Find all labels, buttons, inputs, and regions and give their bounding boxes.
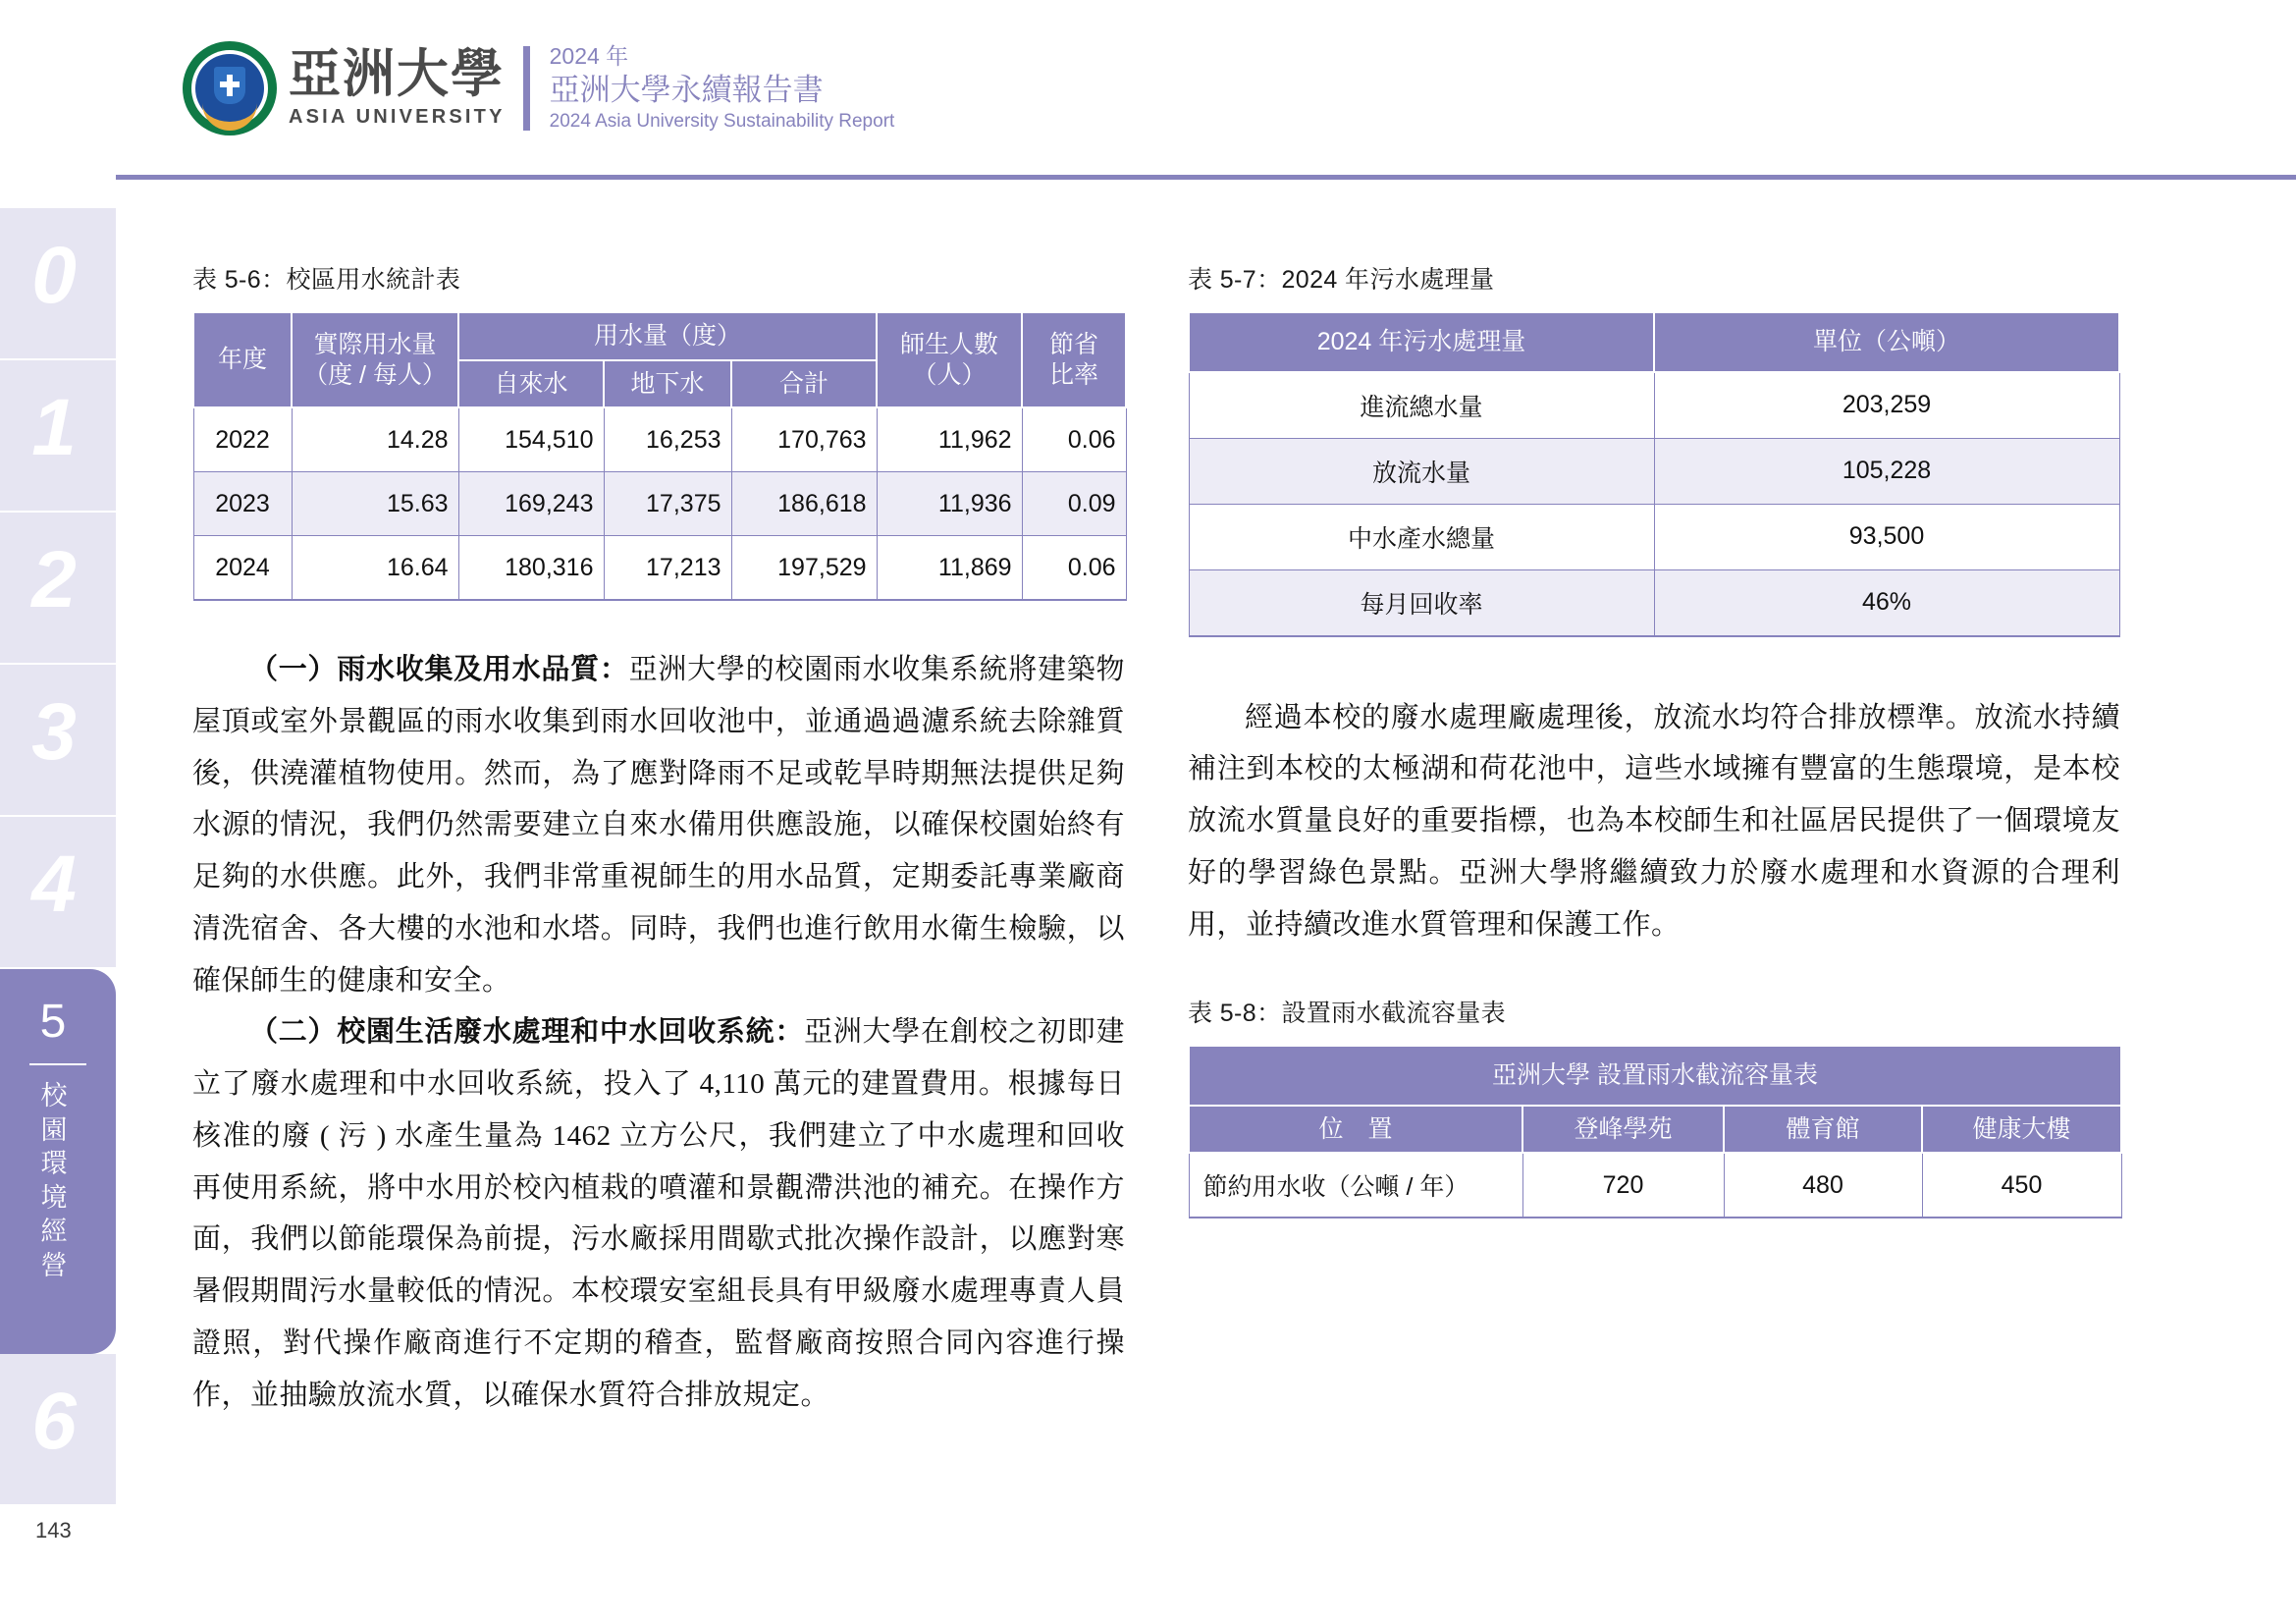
page-number: 143 <box>35 1518 72 1543</box>
table-row <box>1189 372 2119 439</box>
table-row <box>193 536 1126 601</box>
table-5-6-th-saving <box>1022 312 1126 407</box>
sidebar-chapter-0[interactable] <box>0 208 116 360</box>
table-5-8-body <box>1189 1153 2121 1218</box>
sidebar-chapter-5-number: 5 <box>39 996 67 1048</box>
table-5-8-th-2: 體育館 <box>1724 1106 1922 1154</box>
table-5-6-body <box>193 407 1126 600</box>
table-5-6-r0-tap: 154,510 <box>458 407 604 472</box>
sidebar-chapter-5-title-char-3: 境 <box>40 1182 68 1213</box>
table-5-6-header-row-1 <box>193 312 1126 360</box>
asia-university-seal-icon <box>183 41 277 135</box>
sidebar-chapter-2[interactable] <box>0 513 116 665</box>
table-5-6-th-actual-usage-line2: （度 / 每人） <box>303 360 447 389</box>
sidebar-chapter-5-title <box>0 1079 108 1282</box>
table-5-6-th-people <box>877 312 1022 407</box>
sidebar-chapter-5-divider <box>29 1063 86 1065</box>
table-5-6-r2-tap: 180,316 <box>458 536 604 601</box>
table-5-6-r2-saving: 0.06 <box>1022 536 1126 601</box>
table-5-6-r0-total: 170,763 <box>731 407 877 472</box>
sidebar-chapter-1-number: 1 <box>31 383 77 472</box>
header-rule <box>116 175 2296 180</box>
table-5-6-r1-saving: 0.09 <box>1022 472 1126 536</box>
table-5-8-th-3: 健康大樓 <box>1922 1106 2121 1154</box>
table-5-6-th-water-group: 用水量（度） <box>458 312 877 360</box>
table-5-7-body <box>1189 372 2119 636</box>
table-5-6-r0-actual: 14.28 <box>292 407 458 472</box>
table-5-6-r1-ground: 17,375 <box>604 472 731 536</box>
table-5-6-r0-people: 11,962 <box>877 407 1022 472</box>
sidebar-chapter-5-title-char-5: 營 <box>40 1250 68 1280</box>
sidebar-chapter-5-title-char-1: 園 <box>40 1114 68 1145</box>
header-divider <box>523 46 530 131</box>
table-5-8 <box>1188 1045 2122 1218</box>
table-5-6-r1-total: 186,618 <box>731 472 877 536</box>
logo-wordmark <box>289 45 506 129</box>
table-5-7-th-1: 單位（公噸） <box>1654 312 2119 372</box>
table-5-8-r0-v1: 480 <box>1724 1153 1922 1218</box>
left-paragraph-1 <box>192 644 1125 1006</box>
table-5-6-th-tap-water: 自來水 <box>458 360 604 408</box>
sidebar-chapter-1[interactable] <box>0 360 116 513</box>
sidebar-chapter-5-title-char-2: 環 <box>40 1149 68 1179</box>
table-5-6-th-total: 合計 <box>731 360 877 408</box>
table-5-7-r3-value: 46% <box>1654 569 2119 636</box>
table-5-6-th-people-line2: （人） <box>912 360 987 389</box>
chapter-sidebar <box>0 208 116 1465</box>
table-5-6-r0-year: 2022 <box>193 407 292 472</box>
left-column <box>192 260 1125 1421</box>
sidebar-chapter-6[interactable] <box>0 1354 116 1506</box>
sidebar-chapter-0-number: 0 <box>31 231 77 320</box>
left-paragraph-2 <box>192 1006 1125 1421</box>
sidebar-chapter-4[interactable] <box>0 817 116 969</box>
table-5-7-r1-value: 105,228 <box>1654 438 2119 504</box>
logo-wordmark-english: ASIA UNIVERSITY <box>289 105 506 128</box>
table-row <box>1189 504 2119 569</box>
table-5-6-r2-actual: 16.64 <box>292 536 458 601</box>
table-row <box>193 472 1126 536</box>
table-5-8-banner: 亞洲大學 設置雨水截流容量表 <box>1189 1046 2121 1106</box>
table-5-7-r0-label: 進流總水量 <box>1189 372 1654 439</box>
right-paragraph-1: 經過本校的廢水處理廠處理後，放流水均符合排放標準。放流水持續補注到本校的太極湖和荷花池中，這些水域擁有豐富的生態環境，是本校放流水質量良好的重要指標，也為本校師生和社區居民提供了一個環境友好的學習綠色景點。亞洲大學將繼續致力於廢水處理和水資源的合理利用，並持續改進水質管理和保護工作。 <box>1188 701 2120 941</box>
table-5-7-th-0: 2024 年污水處理量 <box>1189 312 1654 372</box>
table-5-8-th-1: 登峰學苑 <box>1522 1106 1724 1154</box>
table-row <box>1189 569 2119 636</box>
table-5-8-head <box>1189 1046 2121 1153</box>
table-row <box>1189 438 2119 504</box>
table-5-6-th-year: 年度 <box>193 312 292 407</box>
table-5-6-th-actual-usage-line1: 實際用水量 <box>313 331 437 358</box>
table-5-6-th-saving-line1: 節省 <box>1049 331 1099 358</box>
header-title-english: 2024 Asia University Sustainability Report <box>549 111 895 133</box>
table-5-7-r2-label: 中水產水總量 <box>1189 504 1654 569</box>
logo-wordmark-chinese: 亞洲大學 <box>289 45 505 103</box>
header-title-chinese: 亞洲大學永續報告書 <box>549 72 824 107</box>
sidebar-chapter-5-title-char-4: 經 <box>40 1217 68 1247</box>
sidebar-chapter-5-title-char-0: 校 <box>40 1081 68 1110</box>
table-5-6-th-people-line1: 師生人數 <box>900 331 999 358</box>
left-paragraph-1-lead: （一）雨水收集及用水品質： <box>249 654 629 685</box>
table-5-6-th-actual-usage <box>292 312 458 407</box>
table-5-7-header-row <box>1189 312 2119 372</box>
table-5-6-r1-actual: 15.63 <box>292 472 458 536</box>
header-title-block <box>550 43 895 133</box>
left-paragraph-1-body: 亞洲大學的校園雨水收集系統將建築物屋頂或室外景觀區的雨水收集到雨水回收池中，並通過過濾系統去除雜質後，供澆灌植物使用。然而，為了應對降雨不足或乾旱時期無法提供足夠水源的情況，我們仍然需要建立自來水備用供應設施，以確保校園始終有足夠的水供應。此外，我們非常重視師生的用水品質，定期委託專業廠商清洗宿舍、各大樓的水池和水塔。同時，我們也進行飲用水衛生檢驗，以確保師生的健康和安全。 <box>192 654 1125 997</box>
sidebar-chapter-4-number: 4 <box>31 839 77 929</box>
table-5-7-r2-value: 93,500 <box>1654 504 2119 569</box>
table-5-6-th-saving-line2: 比率 <box>1049 360 1099 389</box>
page-header <box>183 39 894 137</box>
table-5-7-r0-value: 203,259 <box>1654 372 2119 439</box>
sidebar-chapter-3[interactable] <box>0 665 116 817</box>
table-5-6-caption: 表 5-6：校區用水統計表 <box>192 266 461 294</box>
table-5-8-header-row <box>1189 1106 2121 1154</box>
table-5-6-th-ground-water: 地下水 <box>604 360 731 408</box>
table-5-6-r1-tap: 169,243 <box>458 472 604 536</box>
table-5-6-r0-ground: 16,253 <box>604 407 731 472</box>
table-row <box>1189 1153 2121 1218</box>
table-5-6-r0-saving: 0.06 <box>1022 407 1126 472</box>
sidebar-chapter-6-number: 6 <box>31 1377 77 1466</box>
sidebar-chapter-5-active[interactable] <box>0 969 116 1354</box>
table-5-6-r2-total: 197,529 <box>731 536 877 601</box>
table-5-8-caption: 表 5-8：設置雨水截流容量表 <box>1188 1000 1507 1028</box>
left-paragraph-2-lead: （二）校園生活廢水處理和中水回收系統： <box>249 1016 805 1049</box>
table-5-8-r0-v0: 720 <box>1522 1153 1724 1218</box>
table-5-8-r0-label: 節約用水收（公噸 / 年） <box>1189 1153 1522 1218</box>
table-5-6-r1-people: 11,936 <box>877 472 1022 536</box>
sidebar-chapter-2-number: 2 <box>31 535 77 624</box>
table-5-6-r2-ground: 17,213 <box>604 536 731 601</box>
table-5-7-r3-label: 每月回收率 <box>1189 569 1654 636</box>
table-5-7 <box>1188 311 2120 637</box>
header-title-year: 2024 年 <box>549 43 629 70</box>
table-5-7-r1-label: 放流水量 <box>1189 438 1654 504</box>
right-column <box>1188 260 2120 1218</box>
table-5-8-th-0: 位 置 <box>1189 1106 1522 1154</box>
table-5-7-head <box>1189 312 2119 372</box>
sidebar-chapter-3-number: 3 <box>31 687 77 777</box>
left-paragraph-2-body: 亞洲大學在創校之初即建立了廢水處理和中水回收系統，投入了 4,110 萬元的建置費用。根據每日核准的廢 ( 污 ) 水產生量為 1462 立方公尺，我們建立了中水處理和回收再使用系統，將中水用於校內植栽的噴灌和景觀滯洪池的補充。在操作方面，我們以節能環保為前提，污水廠採用間歇式批次操作設計，以應對寒暑假期間污水量較低的情況。本校環安室組長具有甲級廢水處理專責人員證照，對代操作廠商進行不定期的稽查，監督廠商按照合同內容進行操作，並抽驗放流水質，以確保水質符合排放規定。 <box>192 1016 1125 1411</box>
table-5-6-r2-people: 11,869 <box>877 536 1022 601</box>
table-5-6-r2-year: 2024 <box>193 536 292 601</box>
table-5-6-head <box>193 312 1126 407</box>
table-5-6-r1-year: 2023 <box>193 472 292 536</box>
table-row <box>193 407 1126 472</box>
table-5-8-banner-row <box>1189 1046 2121 1106</box>
table-5-8-r0-v2: 450 <box>1922 1153 2121 1218</box>
table-5-6 <box>192 311 1127 601</box>
table-5-7-caption: 表 5-7：2024 年污水處理量 <box>1188 266 1495 294</box>
